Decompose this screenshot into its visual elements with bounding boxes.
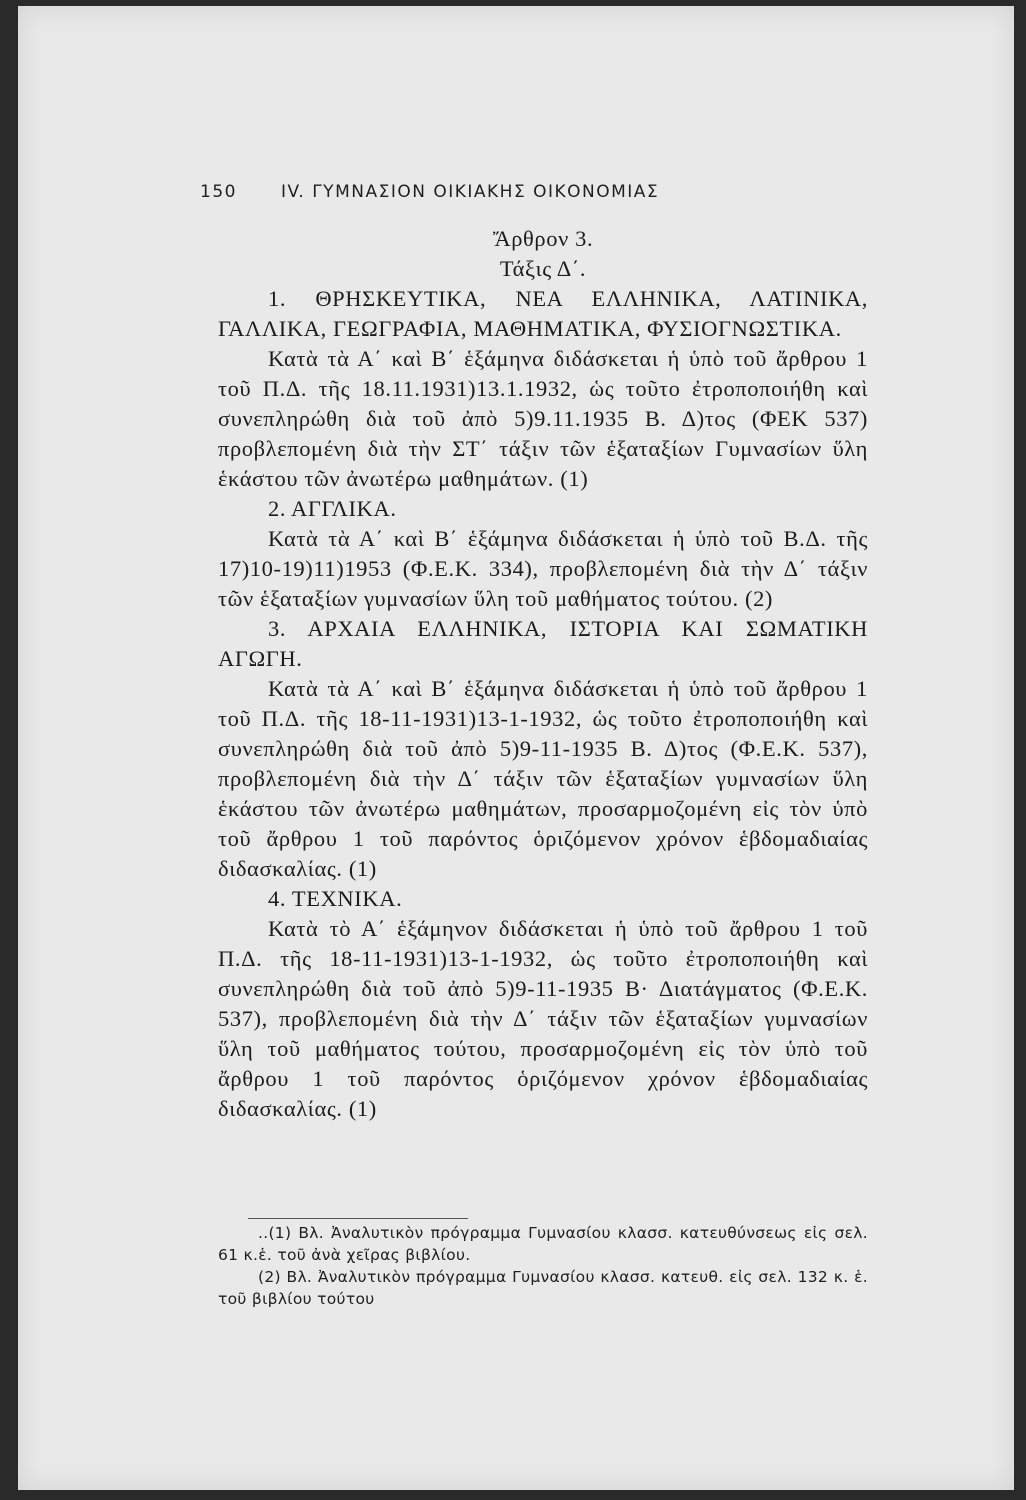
class-title: Τάξις Δ΄. [499,256,587,281]
page-body [218,224,868,1124]
book-page [18,6,1014,1490]
article-title: Ἄρθρον 3. [492,226,594,251]
footnote-1: ..(1) Βλ. Ἀναλυτικὸν πρόγραμμα Γυμνασίου κλασσ. κατευθύνσεως εἰς σελ. 61 κ.ἑ. τοῦ ἀνὰ χεῖρας βιβλίου. [218,1224,868,1264]
page-number: 150 [200,182,237,202]
section-heading-2: 2. ΑΓΓΛΙΚΑ. [268,496,397,521]
running-title: IV. ΓΥΜΝΑΣΙΟΝ ΟΙΚΙΑΚΗΣ ΟΙΚΟΝΟΜΙΑΣ [280,182,660,202]
running-header [200,182,659,202]
section-body-1: Κατὰ τὰ Α΄ καὶ Β΄ ἑξάμηνα διδάσκεται ἡ ὑπὸ τοῦ ἄρθρου 1 τοῦ Π.Δ. τῆς 18.11.1931)13.1.1932, ὡς τοῦτο ἐτροποποιήθη καὶ συνεπληρώθη διὰ τοῦ ἀπὸ 5)9.11.1935 Β. Δ)τος (ΦΕΚ 537) προβλεπομένη διὰ τὴν ΣΤ΄ τάξιν τῶν ἑξαταξίων Γυμνασίων ὕλη ἑκάστου τῶν ἀνωτέρω μαθημάτων. (1) [218,346,868,491]
footnotes [218,1222,868,1310]
footnote-2: (2) Βλ. Ἀναλυτικὸν πρόγραμμα Γυμνασίου κλασσ. κατευθ. εἰς σελ. 132 κ. ἑ. τοῦ βιβλίου τούτου [218,1268,868,1308]
section-body-2: Κατὰ τὰ Α΄ καὶ Β΄ ἑξάμηνα διδάσκεται ἡ ὑπὸ τοῦ Β.Δ. τῆς 17)10-19)11)1953 (Φ.Ε.Κ. 334), προβλεπομένη διὰ τὴν Δ΄ τάξιν τῶν ἑξαταξίων γυμνασίων ὕλη τοῦ μαθήματος τούτου. (2) [218,526,868,611]
footnote-divider [248,1218,468,1219]
section-heading-1: 1. ΘΡΗΣΚΕΥΤΙΚΑ, ΝΕΑ ΕΛΛΗΝΙΚΑ, ΛΑΤΙΝΙΚΑ, ΓΑΛΛΙΚΑ, ΓΕΩΓΡΑΦΙΑ, ΜΑΘΗΜΑΤΙΚΑ, ΦΥΣΙΟΓΝΩΣΤΙΚΑ. [218,286,868,341]
section-heading-4: 4. ΤΕΧΝΙΚΑ. [268,886,403,911]
section-heading-3: 3. ΑΡΧΑΙΑ ΕΛΛΗΝΙΚΑ, ΙΣΤΟΡΙΑ ΚΑΙ ΣΩΜΑΤΙΚΗ ΑΓΩΓΗ. [218,616,868,671]
section-body-4: Κατὰ τὸ Α΄ ἑξάμηνον διδάσκεται ἡ ὑπὸ τοῦ ἄρθρου 1 τοῦ Π.Δ. τῆς 18-11-1931)13-1-1932, ὡς τοῦτο ἐτροποποιήθη καὶ συνεπληρώθη διὰ τοῦ ἀπὸ 5)9-11-1935 Β· Διατάγματος (Φ.Ε.Κ. 537), προβλεπομένη διὰ τὴν Δ΄ τάξιν τῶν ἑξαταξίων γυμνασίων ὕλη τοῦ μαθήματος τούτου, προσαρμοζομένη εἰς τὸν ὑπὸ τοῦ ἄρθρου 1 τοῦ παρόντος ὁριζόμενον χρόνον ἑβδομαδιαίας διδασκαλίας. (1) [218,916,868,1121]
section-body-3: Κατὰ τὰ Α΄ καὶ Β΄ ἑξάμηνα διδάσκεται ἡ ὑπὸ τοῦ ἄρθρου 1 τοῦ Π.Δ. τῆς 18-11-1931)13-1-1932, ὡς τοῦτο ἐτροποποιήθη καὶ συνεπληρώθη διὰ τοῦ ἀπὸ 5)9-11-1935 Β. Δ)τος (Φ.Ε.Κ. 537), προβλεπομένη διὰ τὴν Δ΄ τάξιν τῶν ἑξαταξίων γυμνασίων ὕλη ἑκάστου τῶν ἀνωτέρω μαθημάτων, προσαρμοζομένη εἰς τὸν ὑπὸ τοῦ ἄρθρου 1 τοῦ παρόντος ὁριζόμενον χρόνον ἑβδομαδιαίας διδασκαλίας. (1) [218,676,868,881]
